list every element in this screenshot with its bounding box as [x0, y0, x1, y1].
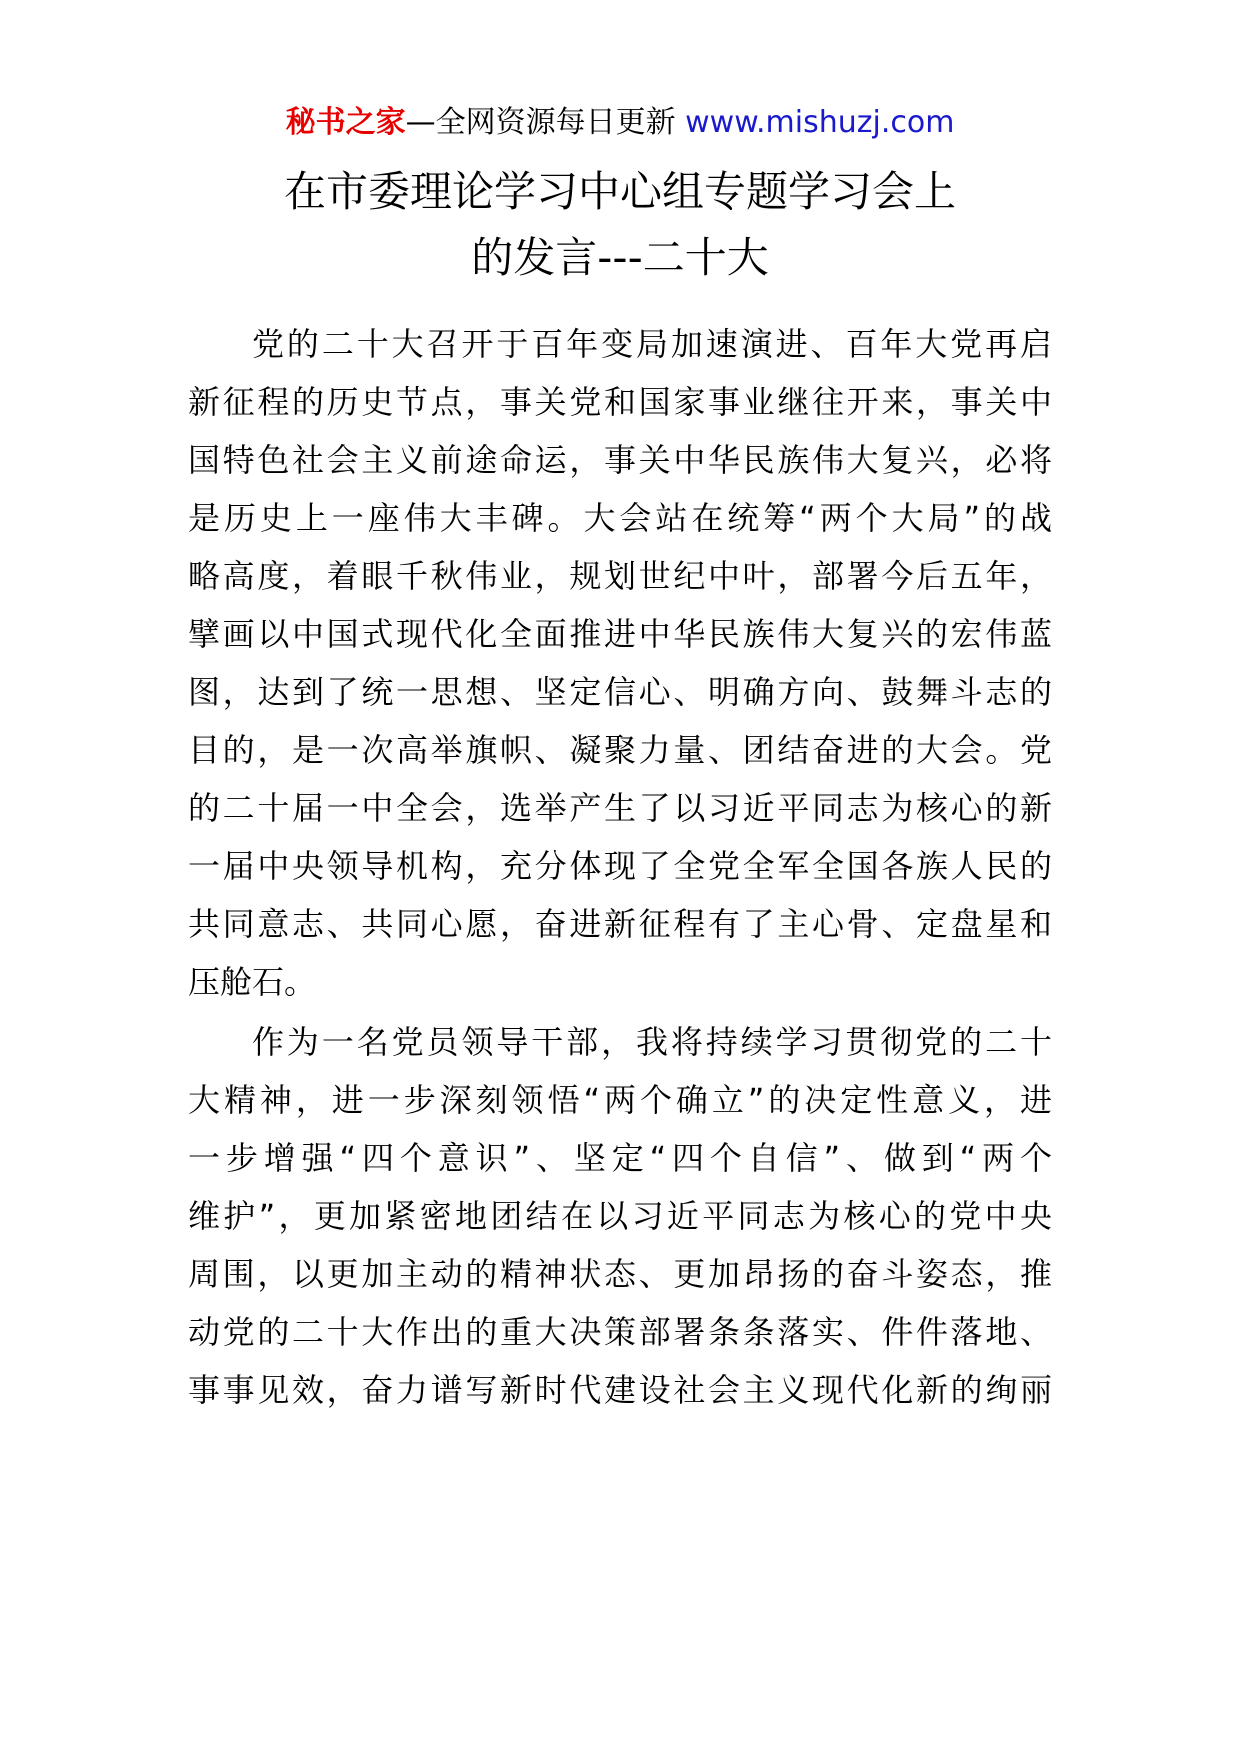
paragraph-line: 国特色社会主义前途命运，事关中华民族伟大复兴，必将: [188, 441, 1052, 479]
paragraph-line: 事事见效，奋力谱写新时代建设社会主义现代化新的绚丽: [188, 1371, 1052, 1409]
paragraph-line: 图，达到了统一思想、坚定信心、明确方向、鼓舞斗志的: [188, 673, 1052, 711]
document-title-line-1: 在市委理论学习中心组专题学习会上: [283, 167, 956, 216]
paragraph-line: 略高度，着眼千秋伟业，规划世纪中叶，部署今后五年，: [188, 557, 1052, 595]
paragraph-line: 动党的二十大作出的重大决策部署条条落实、件件落地、: [188, 1313, 1052, 1351]
paragraph-line: 维护”，更加紧密地团结在以习近平同志为核心的党中央: [188, 1197, 1052, 1235]
paragraph-line: 一步增强“四个意识”、坚定“四个自信”、做到“两个: [188, 1139, 1052, 1177]
paragraph-line: 共同意志、共同心愿，奋进新征程有了主心骨、定盘星和: [188, 905, 1052, 943]
paragraph-line: 大精神，进一步深刻领悟“两个确立”的决定性意义，进: [188, 1081, 1052, 1119]
header-tagline: —全网资源每日更新: [405, 105, 686, 140]
document-title-line-2: 的发言---二十大: [471, 233, 769, 282]
brand-name: 秘书之家: [285, 105, 406, 140]
paragraph-line: 一届中央领导机构，充分体现了全党全军全国各族人民的: [188, 847, 1052, 885]
paragraph-line: 目的，是一次高举旗帜、凝聚力量、团结奋进的大会。党: [188, 731, 1052, 769]
site-header: [0, 100, 1240, 146]
paragraph-line: 是历史上一座伟大丰碑。大会站在统筹“两个大局”的战: [188, 499, 1052, 537]
paragraph-line: 周围，以更加主动的精神状态、更加昂扬的奋斗姿态，推: [188, 1255, 1052, 1293]
site-url-link[interactable]: www.mishuzj.com: [685, 105, 955, 140]
paragraph-line: 党的二十大召开于百年变局加速演进、百年大党再启: [252, 325, 1052, 363]
paragraph-line: 新征程的历史节点，事关党和国家事业继往开来，事关中: [188, 383, 1052, 421]
paragraph-line: 擘画以中国式现代化全面推进中华民族伟大复兴的宏伟蓝: [188, 615, 1052, 653]
paragraph-line: 压舱石。: [188, 963, 317, 1001]
paragraph-line: 的二十届一中全会，选举产生了以习近平同志为核心的新: [188, 789, 1052, 827]
paragraph-line: 作为一名党员领导干部，我将持续学习贯彻党的二十: [252, 1023, 1052, 1061]
